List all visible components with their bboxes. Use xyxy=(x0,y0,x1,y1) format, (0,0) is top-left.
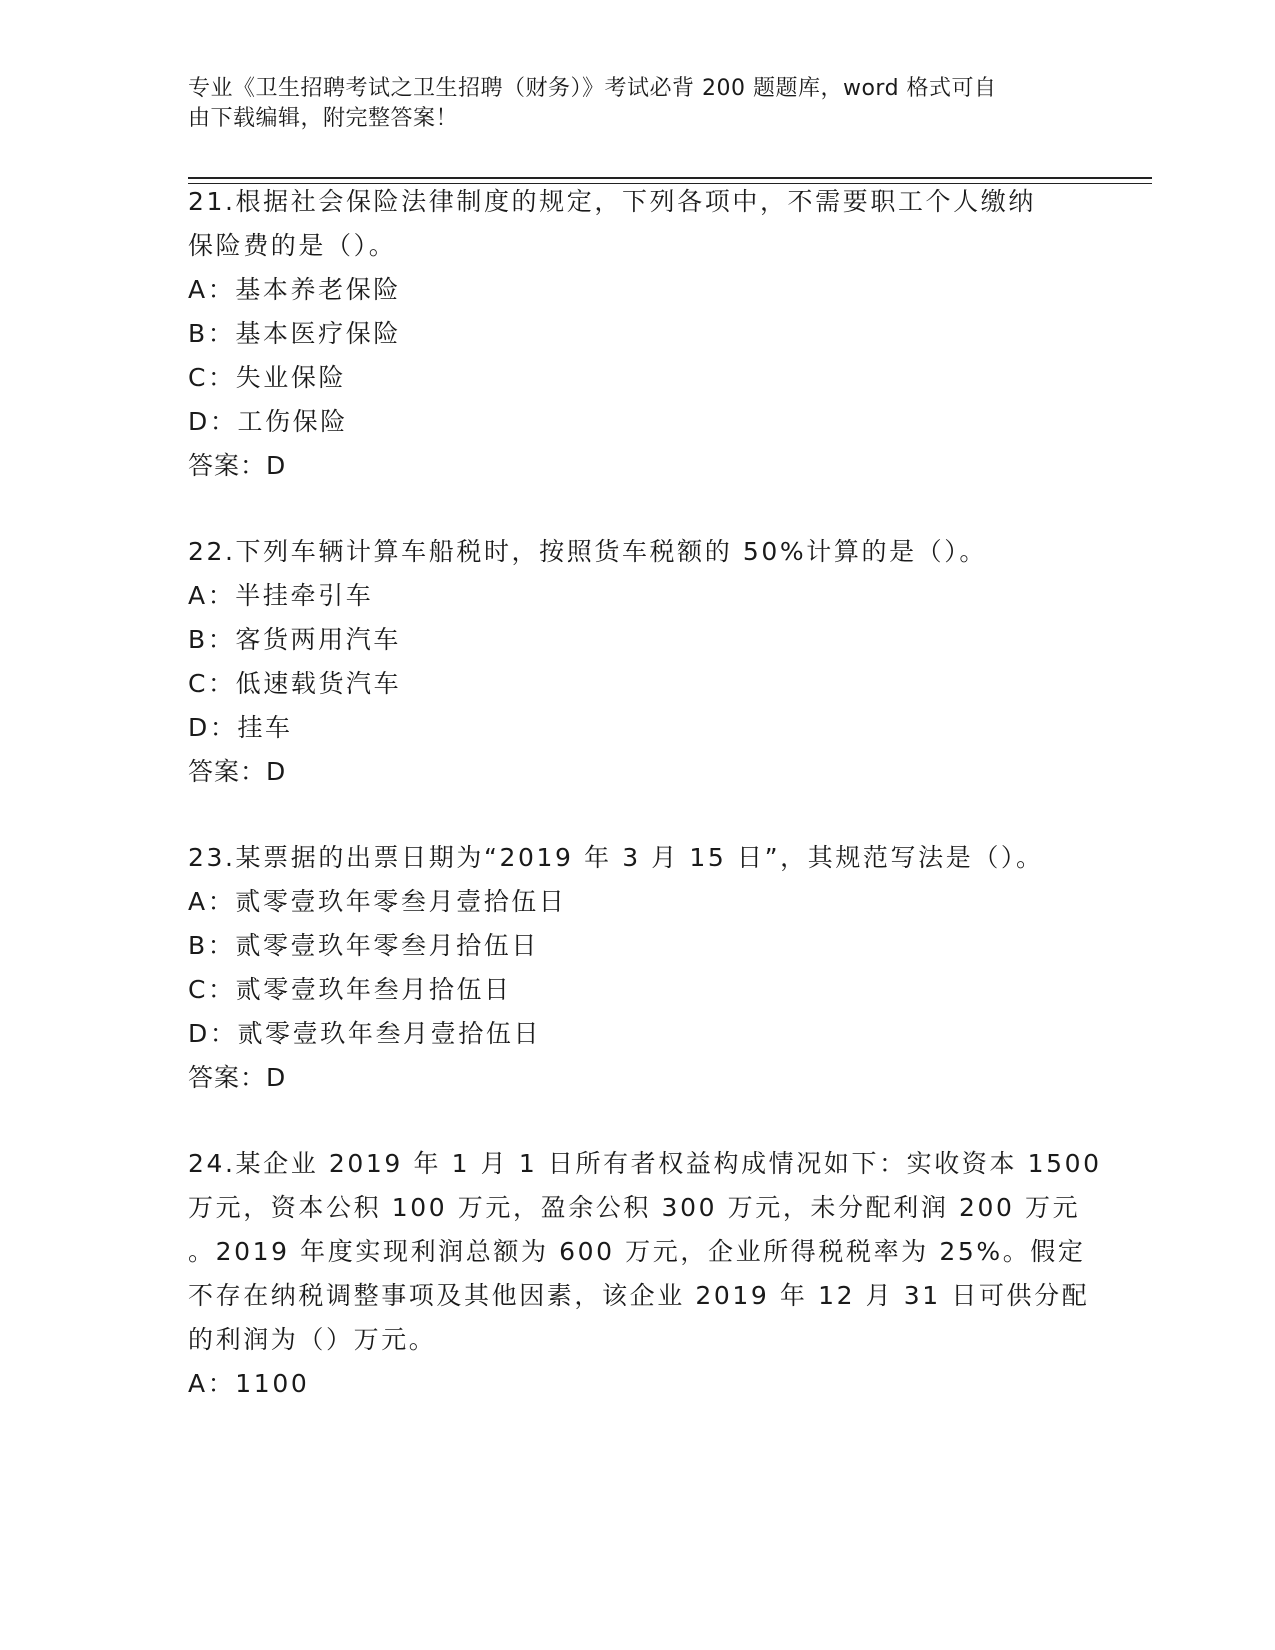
question-21-option-a: A：基本养老保险 xyxy=(188,275,401,304)
question-23-option-d: D：贰零壹玖年叁月壹拾伍日 xyxy=(188,1019,542,1048)
question-21-option-b: B：基本医疗保险 xyxy=(188,319,401,348)
question-22-option-c: C：低速载货汽车 xyxy=(188,669,402,698)
question-24-stem-line-2: 万元，资本公积 100 万元，盈余公积 300 万元，未分配利润 200 万元 xyxy=(188,1193,1081,1222)
question-23-option-c: C：贰零壹玖年叁月拾伍日 xyxy=(188,975,512,1004)
header-divider-thin xyxy=(188,183,1152,184)
question-22-option-d: D：挂车 xyxy=(188,713,293,742)
question-21-stem-line-1: 21.根据社会保险法律制度的规定，下列各项中，不需要职工个人缴纳 xyxy=(188,187,1036,216)
header-line-1: 专业《卫生招聘考试之卫生招聘（财务）》考试必背 200 题题库，word 格式可自 xyxy=(188,76,997,101)
header-line-2: 由下载编辑，附完整答案！ xyxy=(188,106,459,131)
question-22-option-b: B：客货两用汽车 xyxy=(188,625,401,654)
question-21-option-c: C：失业保险 xyxy=(188,363,347,392)
question-23-answer: 答案：D xyxy=(188,1063,287,1092)
question-23-option-b: B：贰零壹玖年零叁月拾伍日 xyxy=(188,931,539,960)
question-22-stem-line-1: 22.下列车辆计算车船税时，按照货车税额的 50%计算的是（）。 xyxy=(188,537,987,566)
question-24-option-a: A：1100 xyxy=(188,1369,310,1398)
question-22-answer: 答案：D xyxy=(188,757,287,786)
question-21-answer: 答案：D xyxy=(188,451,287,480)
question-24-stem-line-3: 。2019 年度实现利润总额为 600 万元，企业所得税税率为 25%。假定 xyxy=(188,1237,1086,1266)
question-23-stem-line-1: 23.某票据的出票日期为“2019 年 3 月 15 日”，其规范写法是（）。 xyxy=(188,843,1044,872)
question-24-stem-line-4: 不存在纳税调整事项及其他因素，该企业 2019 年 12 月 31 日可供分配 xyxy=(188,1281,1090,1310)
question-24-stem-line-5: 的利润为（）万元。 xyxy=(188,1325,437,1354)
document-header xyxy=(188,74,1068,134)
question-21-option-d: D：工伤保险 xyxy=(188,407,348,436)
question-24-stem-line-1: 24.某企业 2019 年 1 月 1 日所有者权益构成情况如下：实收资本 1500 xyxy=(188,1149,1102,1178)
header-divider-thick xyxy=(188,177,1152,179)
question-21-stem-line-2: 保险费的是（）。 xyxy=(188,231,397,260)
question-23-option-a: A：贰零壹玖年零叁月壹拾伍日 xyxy=(188,887,567,916)
question-22-option-a: A：半挂牵引车 xyxy=(188,581,374,610)
